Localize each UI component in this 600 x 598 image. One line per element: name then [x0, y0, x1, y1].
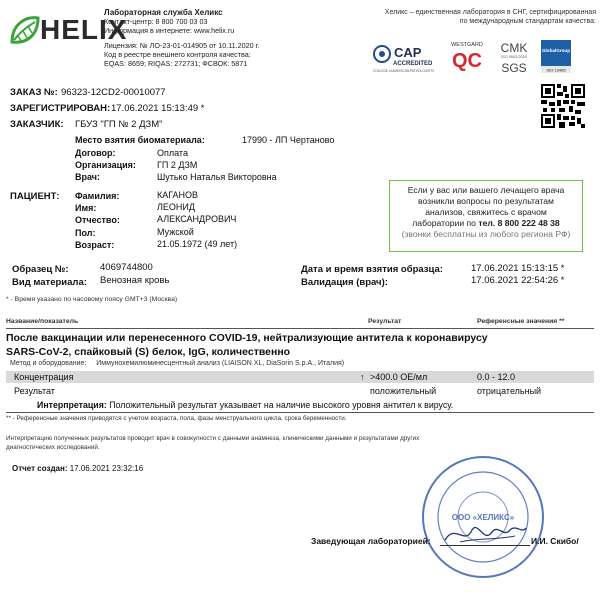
- global-iso: ISO 13485: [546, 67, 566, 73]
- lab-name: Лабораторная служба Хеликс: [104, 8, 223, 17]
- col-header-result: Результат: [368, 318, 402, 325]
- patient-label: ПАЦИЕНТ:: [10, 191, 60, 202]
- cap-small: COLLEGE of AMERICAN PATHOLOGISTS: [373, 69, 434, 73]
- name-value: ЛЕОНИД: [157, 202, 195, 212]
- customer-value: ГБУЗ "ГП № 2 ДЗМ": [75, 119, 163, 130]
- global-group-logo: [541, 40, 571, 74]
- doctor-value: Шутько Наталья Викторовна: [157, 172, 277, 182]
- notice-line-3: анализов, свяжитесь с врачом: [425, 207, 547, 217]
- report-created: [12, 464, 143, 473]
- ref-footnote: ** - Референсные значения приводятся с учетом возраста, пола, фазы менструального цикла, срока беременности.: [6, 415, 347, 422]
- place-label: Место взятия биоматериала:: [75, 135, 205, 145]
- disclaimer-line-1: Интерпретацию полученных результатов проводит врач в совокупности с данными анамнеза, клиническими данными и результатами других: [6, 435, 420, 442]
- order-label: ЗАКАЗ №:: [10, 87, 58, 98]
- interpretation-value: Положительный результат указывает на наличие высокого уровня антител к вирусу.: [109, 400, 454, 410]
- contract-value: Оплата: [157, 148, 188, 158]
- lab-registry-1: Код в реестре внешнего контроля качества:: [104, 49, 251, 59]
- datetime-label: Дата и время взятия образца:: [301, 264, 443, 275]
- westgard-qc-logo: [446, 40, 488, 74]
- patronymic-value: АЛЕКСАНДРОВИЧ: [157, 214, 237, 224]
- method-line: [10, 360, 344, 367]
- material-value: Венозная кровь: [100, 275, 170, 286]
- doctor-label: Врач:: [75, 172, 101, 182]
- age-label: Возраст:: [75, 240, 115, 250]
- helix-leaf-icon: [8, 12, 42, 52]
- notice-line-4-text: лаборатории по: [412, 218, 479, 228]
- sex-value: Мужской: [157, 227, 194, 237]
- material-label: Вид материала:: [12, 277, 87, 288]
- row-result-ref: отрицательный: [477, 386, 542, 396]
- interpretation-line: [37, 400, 453, 410]
- partner-line-2: по международным стандартам качества:: [459, 18, 596, 25]
- helix-wordmark: HELIX: [40, 14, 128, 45]
- stamp-text: ООО «ХЕЛИКС»: [451, 513, 515, 522]
- sample-label: Образец №:: [12, 264, 69, 275]
- head-label: Заведующая лабораторией:: [311, 536, 431, 546]
- interpretation-label: Интерпретация:: [37, 400, 107, 410]
- row-result-name: Результат: [14, 386, 55, 396]
- notice-line-5: (звонки бесплатны из любого региона РФ): [401, 229, 571, 239]
- order-value: 96323-12CD2-00010077: [61, 87, 166, 98]
- patronymic-label: Отчество:: [75, 215, 120, 225]
- notice-line-1: Если у вас или вашего лечащего врача: [407, 185, 565, 195]
- row-concentration-result: >400.0 ОЕ/мл: [370, 372, 428, 382]
- partner-text: [360, 8, 596, 26]
- table-bottom-divider: [6, 412, 594, 413]
- cap-sub: ACCREDITED: [393, 61, 433, 67]
- validation-label: Валидация (врач):: [301, 277, 388, 288]
- lab-internet: Информация в интернете: www.helix.ru: [104, 26, 235, 36]
- method-label: Метод и оборудование:: [10, 360, 87, 367]
- row-concentration-name: Концентрация: [14, 372, 74, 382]
- customer-label: ЗАКАЗЧИК:: [10, 119, 64, 130]
- lab-contact: Контакт-центр: 8 800 700 03 03: [104, 17, 208, 27]
- age-value: 21.05.1972 (49 лет): [157, 239, 238, 249]
- lab-registry-2: EQAS: 8659; RIQAS: 272731; ФСВОК: 5871: [104, 59, 248, 69]
- test-title-line-1: После вакцинации или перенесенного COVID-19, нейтрализующие антитела к коронавирусу: [6, 332, 488, 344]
- cmk-text: CMK: [500, 41, 528, 55]
- org-label: Организация:: [75, 160, 136, 170]
- row-concentration-ref: 0.0 - 12.0: [477, 372, 516, 382]
- contract-label: Договор:: [75, 148, 116, 158]
- surname-value: КАГАНОВ: [157, 190, 199, 200]
- name-label: Имя:: [75, 203, 97, 213]
- col-header-name: Название/показатель: [6, 318, 79, 325]
- cmk-iso: ISO 9001:2015: [501, 55, 527, 59]
- notice-phone: тел. 8 800 222 48 38: [478, 218, 560, 228]
- westgard-text: WESTGARD: [451, 42, 483, 48]
- registered-value: 17.06.2021 15:13:49 *: [111, 103, 205, 114]
- row-concentration-flag-arrow-up-icon: ↑: [360, 372, 365, 382]
- qc-text: QC: [452, 50, 482, 72]
- global-text: GlobalGroup: [541, 48, 571, 53]
- notice-line-4: [394, 218, 578, 229]
- datetime-value: 17.06.2021 15:13:15 *: [471, 263, 565, 274]
- test-title-line-2: SARS-CoV-2, спайковый (S) белок, IgG, количественно: [6, 346, 291, 358]
- sgs-text: SGS: [501, 61, 527, 75]
- doctor-contact-notice: [389, 180, 583, 252]
- method-value: Иммунохемилюминесцентный анализ (LIAISON XL, DiaSorin S.p.A., Италия): [96, 360, 345, 367]
- notice-line-2: возникли вопросы по результатам: [418, 196, 554, 206]
- row-result-result: положительный: [370, 386, 437, 396]
- disclaimer-line-2: диагностических исследований.: [6, 444, 100, 451]
- registered-label: ЗАРЕГИСТРИРОВАН:: [10, 103, 111, 114]
- head-name: И.И. Скибо/: [531, 536, 579, 546]
- lab-license: Лицензия: № ЛО-23-01-014905 от 10.11.2020 г.: [104, 40, 260, 50]
- sample-value: 4069744800: [100, 262, 153, 273]
- disclaimer: [6, 434, 419, 452]
- surname-label: Фамилия:: [75, 191, 120, 201]
- report-created-value: 17.06.2021 23:32:16: [69, 464, 144, 473]
- timezone-note: * - Время указано по часовому поясу GMT+3 (Москва): [6, 296, 178, 303]
- cap-accredited-logo: [372, 40, 434, 74]
- col-header-ref: Референсные значения **: [477, 318, 565, 325]
- lab-info: [104, 8, 304, 68]
- sex-label: Пол:: [75, 228, 96, 238]
- signature-scribble: [440, 518, 530, 553]
- test-title: [6, 331, 526, 359]
- report-created-label: Отчет создан:: [12, 464, 68, 473]
- place-value: 17990 - ЛП Чертаново: [242, 135, 335, 145]
- cap-text: CAP: [394, 45, 422, 60]
- validation-value: 17.06.2021 22:54:26 *: [471, 275, 565, 286]
- partner-line-1: Хеликс – единственная лаборатория в СНГ, сертифицированная: [384, 9, 596, 16]
- table-header-divider: [6, 328, 594, 329]
- org-value: ГП 2 ДЗМ: [157, 160, 198, 170]
- qr-code-icon: [541, 84, 585, 128]
- cmk-sgs-logo: [496, 40, 532, 74]
